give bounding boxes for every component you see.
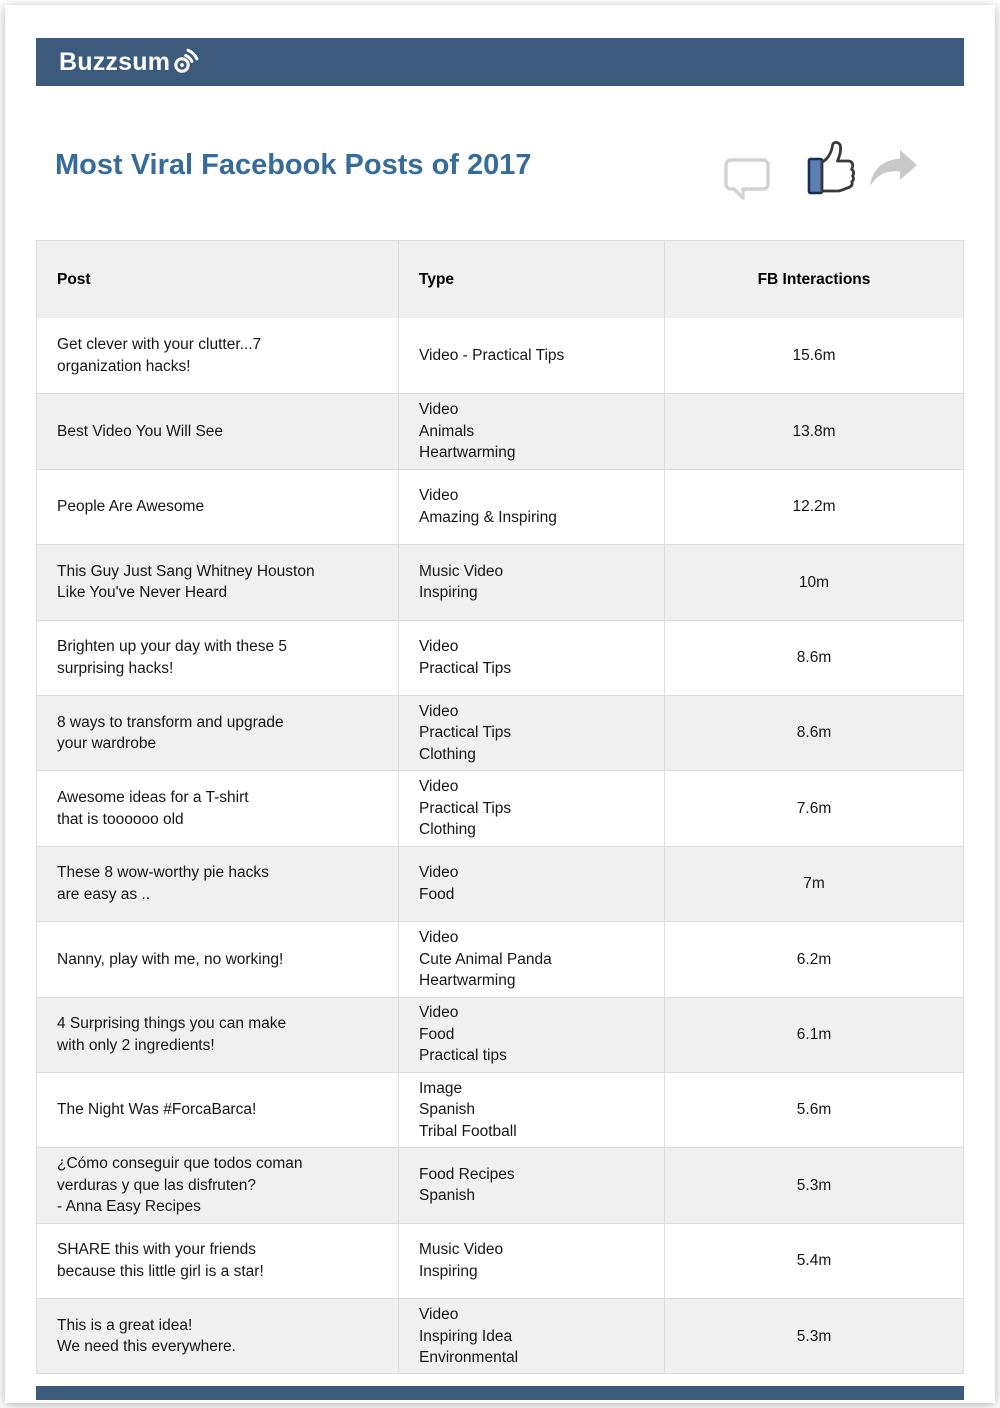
type-cell: Video Inspiring Idea Environmental: [398, 1299, 664, 1373]
interactions-cell: 7.6m: [664, 771, 963, 845]
table-row: [37, 921, 963, 996]
brand-header-bar: [36, 38, 964, 86]
interactions-cell: 10m: [664, 545, 963, 619]
interactions-cell: 5.3m: [664, 1299, 963, 1373]
facebook-like-icon: [787, 135, 855, 201]
column-header-fb-interactions: FB Interactions: [664, 241, 963, 318]
type-cell: Video Animals Heartwarming: [398, 394, 664, 468]
social-icons-group: [715, 133, 930, 208]
post-cell: Best Video You Will See: [57, 422, 224, 440]
post-cell: 4 Surprising things you can make with only 2 ingredients!: [57, 1015, 287, 1054]
type-cell: Video Food: [398, 847, 664, 921]
interactions-cell: 6.2m: [664, 922, 963, 996]
post-cell: Brighten up your day with these 5 surprising hacks!: [57, 638, 288, 677]
table-row: [37, 393, 963, 468]
type-cell: Music Video Inspiring: [398, 545, 664, 619]
interactions-cell: 13.8m: [664, 394, 963, 468]
post-cell: The Night Was #ForcaBarca!: [57, 1101, 257, 1119]
post-cell: This is a great idea! We need this everywhere.: [57, 1316, 236, 1356]
table-row: [37, 469, 963, 544]
page-title: Most Viral Facebook Posts of 2017: [55, 149, 532, 181]
brand-footer-bar: [36, 1386, 964, 1400]
post-cell: This Guy Just Sang Whitney Houston Like You've Never Heard: [57, 562, 315, 602]
comment-icon: [723, 157, 771, 203]
post-cell: SHARE this with your friends because this little girl is a star!: [57, 1241, 264, 1280]
post-cell: Nanny, play with me, no working!: [57, 950, 284, 968]
table-row: [37, 1072, 963, 1147]
interactions-cell: 12.2m: [664, 470, 963, 544]
interactions-cell: 7m: [664, 847, 963, 921]
interactions-cell: 8.6m: [664, 621, 963, 695]
viral-posts-table: [36, 240, 964, 1374]
signal-target-icon: [171, 44, 201, 76]
type-cell: Video - Practical Tips: [398, 318, 664, 393]
table-row: [37, 318, 963, 393]
infographic-page: [5, 5, 995, 1403]
column-header-post: Post: [57, 270, 91, 288]
table-row: [37, 1147, 963, 1222]
post-cell: These 8 wow-worthy pie hacks are easy as ..: [57, 864, 269, 903]
interactions-cell: 6.1m: [664, 998, 963, 1072]
table-row: [37, 544, 963, 619]
type-cell: Video Amazing & Inspiring: [398, 470, 664, 544]
table-row: [37, 846, 963, 921]
type-cell: Video Practical Tips: [398, 621, 664, 695]
interactions-cell: 5.6m: [664, 1073, 963, 1147]
type-cell: Video Practical Tips Clothing: [398, 771, 664, 845]
table-row: [37, 695, 963, 770]
buzzsumo-logo: [59, 48, 201, 77]
type-cell: Music Video Inspiring: [398, 1224, 664, 1298]
table-row: [37, 997, 963, 1072]
type-cell: Video Cute Animal Panda Heartwarming: [398, 922, 664, 996]
post-cell: ¿Cómo conseguir que todos coman verduras y que las disfruten? - Anna Easy Recipes: [57, 1155, 303, 1216]
buzzsumo-logo-text: Buzzsum: [59, 47, 171, 76]
table-row: [37, 1298, 963, 1373]
post-cell: Awesome ideas for a T-shirt that is toooooo old: [57, 789, 249, 828]
table-row: [37, 1223, 963, 1298]
interactions-cell: 15.6m: [664, 318, 963, 393]
type-cell: Image Spanish Tribal Football: [398, 1073, 664, 1147]
post-cell: People Are Awesome: [57, 498, 205, 516]
table-header-row: [37, 241, 963, 318]
post-cell: Get clever with your clutter...7 organization hacks!: [57, 336, 262, 375]
interactions-cell: 5.4m: [664, 1224, 963, 1298]
post-cell: 8 ways to transform and upgrade your wardrobe: [57, 713, 284, 753]
table-row: [37, 770, 963, 845]
column-header-type: Type: [398, 241, 664, 318]
interactions-cell: 5.3m: [664, 1148, 963, 1222]
type-cell: Video Food Practical tips: [398, 998, 664, 1072]
type-cell: Food Recipes Spanish: [398, 1148, 664, 1222]
share-arrow-icon: [867, 149, 919, 193]
table-row: [37, 620, 963, 695]
type-cell: Video Practical Tips Clothing: [398, 696, 664, 770]
interactions-cell: 8.6m: [664, 696, 963, 770]
table-body: [37, 318, 963, 1373]
